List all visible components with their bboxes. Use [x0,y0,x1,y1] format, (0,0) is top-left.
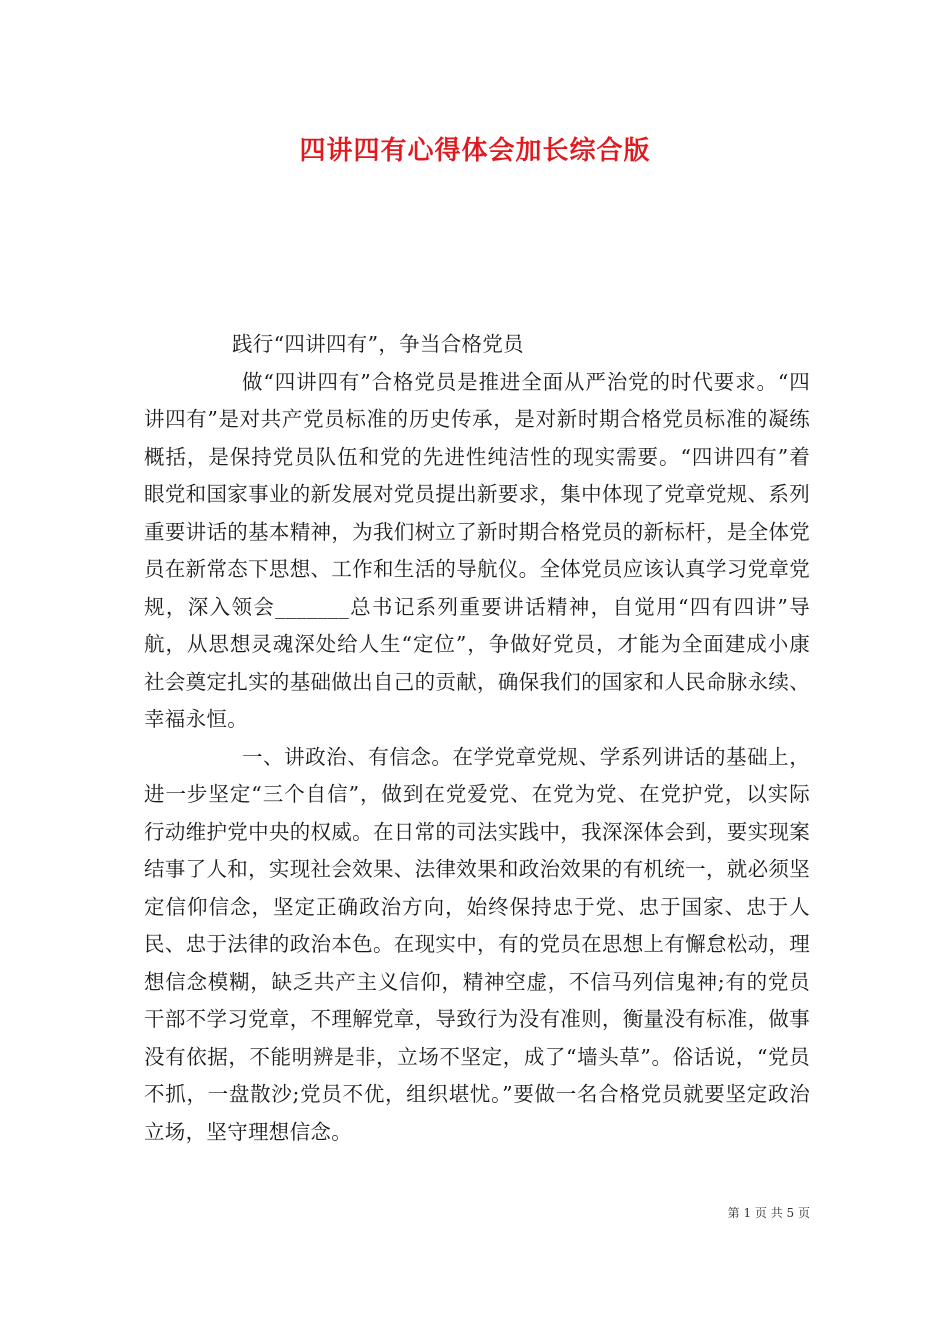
document-title: 四讲四有心得体会加长综合版 [299,136,651,166]
document-body [144,326,810,1151]
document-subtitle: 践行“四讲四有”，争当合格党员 [232,332,524,356]
paragraph-section-one: 一、讲政治、有信念。在学党章党规、学系列讲话的基础上，进一步坚定“三个自信”，做到在党爱党、在党为党、在党护党，以实际行动维护党中央的权威。在日常的司法实践中，我深深体会到，要实现案结事了人和，实现社会效果、法律效果和政治效果的有机统一，就必须坚定信仰信念，坚定正确政治方向，始终保持忠于党、忠于国家、忠于人民、忠于法律的政治本色。在现实中，有的党员在思想上有懈怠松动，理想信念模糊，缺乏共产主义信仰，精神空虚，不信马列信鬼神;有的党员干部不学习党章，不理解党章，导致行为没有准则，衡量没有标准，做事没有依据，不能明辨是非，立场不坚定，成了“墙头草”。俗话说，“党员不抓，一盘散沙;党员不优，组织堪忧。”要做一名合格党员就要坚定政治立场，坚守理想信念。 [144,744,810,1144]
page-number-footer: 第 1 页 共 5 页 [727,1206,810,1220]
paragraph-intro: 做“四讲四有”合格党员是推进全面从严治党的时代要求。“四讲四有”是对共产党员标准的历史传承，是对新时期合格党员标准的凝练概括，是保持党员队伍和党的先进性纯洁性的现实需要。“四讲四有”着眼党和国家事业的新发展对党员提出新要求，集中体现了党章党规、系列重要讲话的基本精神，为我们树立了新时期合格党员的新标杆，是全体党员在新常态下思想、工作和生活的导航仪。全体党员应该认真学习党章党规，深入领会_______总书记系列重要讲话精神，自觉用“四有四讲”导航，从思想灵魂深处给人生“定位”，争做好党员，才能为全面建成小康社会奠定扎实的基础做出自己的贡献，确保我们的国家和人民命脉永续、幸福永恒。 [144,369,810,731]
